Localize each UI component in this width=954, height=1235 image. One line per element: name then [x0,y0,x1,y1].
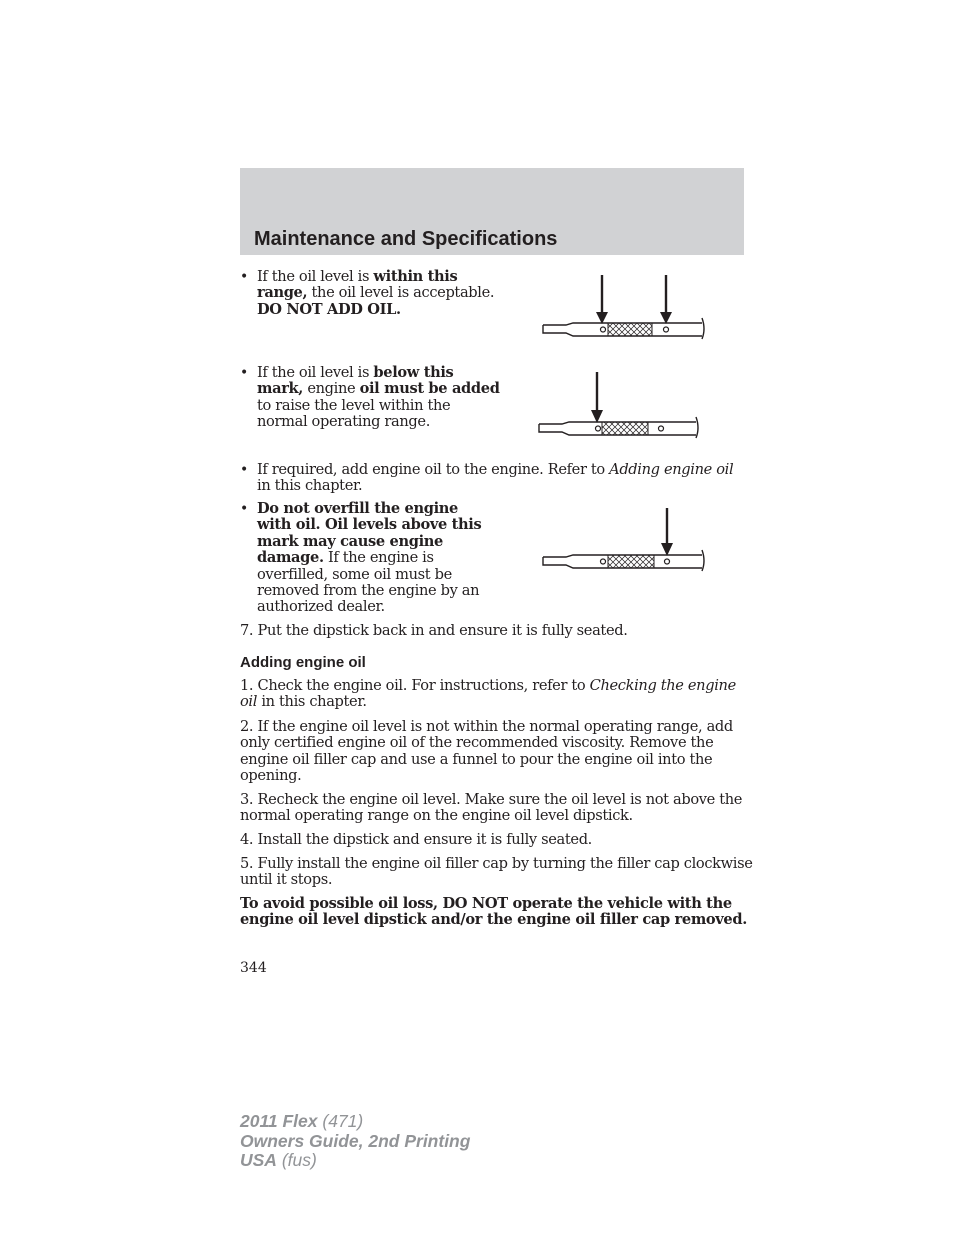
dipstick-below-mark-figure [534,370,709,442]
section-title: Maintenance and Specifications [254,228,558,250]
text-line: If required, add engine oil to the engine. Refer to Adding engine oil [257,461,734,478]
text-line: 4. Install the dipstick and ensure it is fully seated. [240,831,592,848]
text-line: normal operating range. [257,413,431,431]
adding-step-3 [240,792,742,825]
adding-step-5 [240,856,753,889]
text-line: opening. [240,767,302,785]
text-line: Do not overfill the engine [257,500,458,517]
dipstick-in-range-figure [538,272,713,344]
text-line: removed from the engine by an [257,582,480,600]
text-line: damage. If the engine is [257,549,434,567]
text-line: range, the oil level is acceptable. [257,284,495,302]
text-line: to raise the level within the [257,396,451,414]
text-line: normal operating range on the engine oil level dipstick. [240,807,633,825]
text-line: 2. If the engine oil level is not within the normal operating range, add [240,718,733,735]
text-line: until it stops. [240,871,333,889]
adding-step-2 [240,719,733,785]
page-number: 344 [240,960,267,976]
bullet-3-text [257,462,733,495]
bullet-marker: • [240,269,249,285]
document-footer: 2011 Flex (471) Owners Guide, 2nd Printing USA (fus) [240,1111,471,1170]
step-7-text: 7. Put the dipstick back in and ensure it is fully seated. [240,622,628,639]
bullet-marker: • [240,462,249,478]
text-line: mark may cause engine [257,532,443,550]
text-line: 3. Recheck the engine oil level. Make sure the oil level is not above the [240,791,743,808]
text-line: DO NOT ADD OIL. [257,300,401,318]
text-line: If the oil level is below this [257,364,454,381]
text-line: engine oil level dipstick and/or the engine oil filler cap removed. [240,911,747,929]
adding-step-1 [240,678,736,711]
text-line: oil in this chapter. [240,693,367,711]
text-line: with oil. Oil levels above this [257,516,482,534]
subsection-heading: Adding engine oil [240,654,366,671]
bullet-4-text [257,501,481,616]
text-line: mark, engine oil must be added [257,380,500,398]
text-line: engine oil filler cap and use a funnel to pour the engine oil into the [240,750,713,768]
text-line: only certified engine oil of the recommended viscosity. Remove the [240,734,714,752]
adding-step-4 [240,832,592,848]
text-line: authorized dealer. [257,598,385,616]
bullet-marker: • [240,501,249,517]
bullet-marker: • [240,365,249,381]
text-line: To avoid possible oil loss, DO NOT operate the vehicle with the [240,895,732,912]
text-line: 5. Fully install the engine oil filler cap by turning the filler cap clockwise [240,855,753,872]
dipstick-overfill-figure [538,505,713,577]
text-line: If the oil level is within this [257,268,458,285]
text-line: overfilled, some oil must be [257,565,452,583]
oil-loss-warning [240,896,747,929]
text-line: in this chapter. [257,477,363,495]
text-line: 1. Check the engine oil. For instructions, refer to Checking the engine [240,677,736,694]
bullet-1-text [257,269,494,318]
bullet-2-text [257,365,500,431]
